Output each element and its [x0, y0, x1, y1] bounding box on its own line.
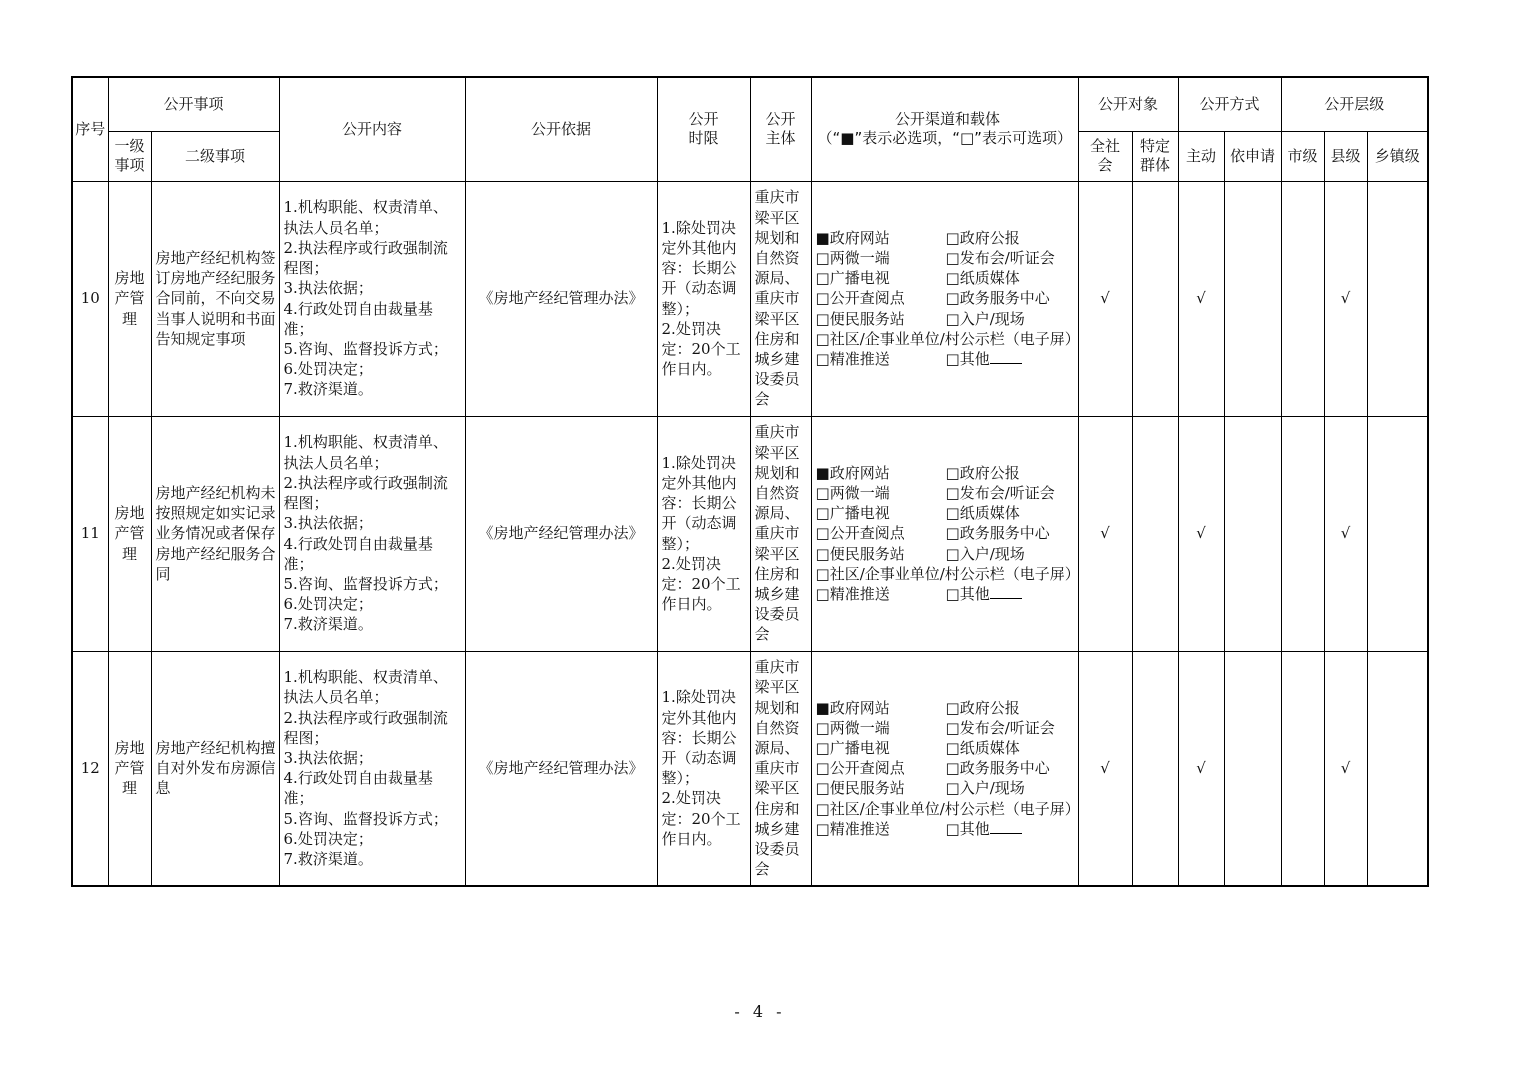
- content-line: 6.处罚决定；: [283, 360, 373, 379]
- header-subject-text: 公开主体: [765, 110, 796, 148]
- channel-option: □纸质媒体: [945, 738, 1020, 757]
- channel-row: [816, 758, 1078, 778]
- content-line: 3.执法依据；: [283, 749, 373, 768]
- channel-option: □公开查阅点: [815, 759, 905, 778]
- channel-option: □政府公报: [945, 228, 1020, 247]
- content-line: 7.救济渠道。: [283, 850, 373, 869]
- row-subject: 重庆市梁平区规划和自然资源局、重庆市梁平区住房和城乡建设委员会: [750, 416, 811, 651]
- header-level-county: 县级: [1324, 131, 1367, 181]
- channel-row: [816, 738, 1078, 758]
- channel-option-wide: □社区/企事业单位/村公示栏（电子屏）: [815, 564, 1080, 583]
- row-specific-mark: [1132, 181, 1178, 416]
- blank-line: [990, 584, 1022, 599]
- content-line: 5.咨询、监督投诉方式；: [283, 339, 448, 358]
- channel-option: □两微一端: [815, 248, 890, 267]
- row-basis: 《房地产经纪管理办法》: [465, 181, 657, 416]
- content-line: 6.处罚决定；: [283, 829, 373, 848]
- channel-row: [816, 309, 1078, 329]
- channel-row: [816, 248, 1078, 268]
- row-town-mark: [1367, 416, 1428, 651]
- row-county-mark: √: [1324, 181, 1367, 416]
- channel-option: □精准推送: [815, 585, 890, 603]
- channel-row: [816, 349, 1078, 369]
- row-level1: 房地产管理: [108, 651, 151, 886]
- row-seq: 10: [72, 181, 108, 416]
- channel-other-label: □其他: [945, 350, 990, 368]
- row-county-mark: √: [1324, 416, 1367, 651]
- page-number: - 4 -: [734, 1002, 786, 1021]
- channel-row: [816, 228, 1078, 248]
- row-content: [279, 181, 465, 416]
- content-line: 3.执法依据；: [283, 514, 373, 533]
- channel-option: □入户/现场: [945, 544, 1025, 563]
- channel-row: [816, 463, 1078, 483]
- header-method: 公开方式: [1178, 77, 1281, 131]
- channel-option-wide: □社区/企事业单位/村公示栏（电子屏）: [815, 799, 1080, 818]
- channel-option: □精准推送: [815, 819, 890, 838]
- table-row: [72, 416, 1428, 651]
- content-line: 5.咨询、监督投诉方式；: [283, 574, 448, 593]
- channel-row: [816, 544, 1078, 564]
- row-specific-mark: [1132, 651, 1178, 886]
- channel-option-other: [946, 584, 1022, 604]
- header-basis: 公开依据: [465, 77, 657, 181]
- content-line: 2.执法程序或行政强制流程图；: [283, 238, 448, 278]
- row-specific-mark: [1132, 416, 1178, 651]
- row-request-mark: [1224, 181, 1281, 416]
- row-deadline: 1.除处罚决定外其他内容：长期公开（动态调整）； 2.处罚决定：20个工作日内。: [657, 181, 750, 416]
- channel-option: □政务服务中心: [945, 289, 1050, 308]
- content-line: 1.机构职能、权责清单、执法人员名单；: [283, 668, 448, 707]
- content-line: 1.机构职能、权责清单、执法人员名单；: [283, 198, 448, 237]
- channel-option: □发布会/听证会: [945, 718, 1055, 737]
- header-item-l1-text: 一级事项: [114, 137, 145, 174]
- channel-option: □政务服务中心: [945, 759, 1050, 778]
- channel-option: □便民服务站: [815, 544, 905, 563]
- channel-option: □纸质媒体: [945, 269, 1020, 288]
- header-audience-all: [1078, 131, 1132, 181]
- channel-option: □公开查阅点: [815, 524, 905, 543]
- row-all-society-mark: √: [1078, 416, 1132, 651]
- channel-row: [816, 268, 1078, 288]
- channel-option: ■政府网站: [815, 228, 890, 247]
- row-channels: [811, 181, 1078, 416]
- row-city-mark: [1281, 181, 1324, 416]
- channel-row: [816, 819, 1078, 839]
- blank-line: [990, 819, 1022, 834]
- channel-option: □入户/现场: [945, 309, 1025, 328]
- row-active-mark: √: [1178, 416, 1224, 651]
- channel-other-label: □其他: [945, 585, 990, 603]
- channel-option: □政府公报: [945, 698, 1020, 717]
- row-city-mark: [1281, 651, 1324, 886]
- row-content: [279, 416, 465, 651]
- row-seq: 12: [72, 651, 108, 886]
- content-line: 7.救济渠道。: [283, 380, 373, 399]
- row-seq: 11: [72, 416, 108, 651]
- row-basis: 《房地产经纪管理办法》: [465, 651, 657, 886]
- header-method-request: 依申请: [1224, 131, 1281, 181]
- channel-option-other: [946, 349, 1022, 369]
- blank-line: [990, 349, 1022, 364]
- row-basis: 《房地产经纪管理办法》: [465, 416, 657, 651]
- header-channel: [811, 77, 1078, 181]
- channel-option: □便民服务站: [815, 779, 905, 798]
- channel-row: [816, 523, 1078, 543]
- content-line: 2.执法程序或行政强制流程图；: [283, 708, 448, 747]
- content-line: 6.处罚决定；: [283, 595, 373, 614]
- content-line: 4.行政处罚自由裁量基准；: [283, 299, 433, 338]
- channel-option: □入户/现场: [945, 779, 1025, 798]
- channel-other-label: □其他: [945, 819, 990, 838]
- row-deadline: 1.除处罚决定外其他内容：长期公开（动态调整）； 2.处罚决定：20个工作日内。: [657, 416, 750, 651]
- content-line: 7.救济渠道。: [283, 615, 373, 634]
- channel-row: [816, 698, 1078, 718]
- header-level-city: 市级: [1281, 131, 1324, 181]
- channel-option: □发布会/听证会: [945, 248, 1055, 267]
- row-subject: 重庆市梁平区规划和自然资源局、重庆市梁平区住房和城乡建设委员会: [750, 181, 811, 416]
- row-subject: 重庆市梁平区规划和自然资源局、重庆市梁平区住房和城乡建设委员会: [750, 651, 811, 886]
- channel-option: □两微一端: [815, 483, 890, 502]
- row-all-society-mark: √: [1078, 181, 1132, 416]
- row-level1: 房地产管理: [108, 181, 151, 416]
- channel-option-other: [946, 819, 1022, 839]
- row-active-mark: √: [1178, 651, 1224, 886]
- header-deadline-text: 公开时限: [688, 110, 719, 148]
- channel-option: ■政府网站: [815, 698, 890, 717]
- channel-option: □便民服务站: [815, 309, 905, 328]
- channel-option: ■政府网站: [815, 463, 890, 482]
- header-audience-all-text: 全社会: [1090, 137, 1121, 174]
- channel-row: [816, 483, 1078, 503]
- header-audience: 公开对象: [1078, 77, 1178, 131]
- channel-row: [816, 584, 1078, 604]
- header-audience-specific: [1132, 131, 1178, 181]
- row-town-mark: [1367, 181, 1428, 416]
- content-line: 4.行政处罚自由裁量基准；: [283, 769, 433, 808]
- content-line: 5.咨询、监督投诉方式；: [283, 809, 448, 828]
- row-channels: [811, 651, 1078, 886]
- row-channels: [811, 416, 1078, 651]
- content-line: 4.行政处罚自由裁量基准；: [283, 534, 433, 573]
- row-level2: 房地产经纪机构未按照规定如实记录业务情况或者保存房地产经纪服务合同: [151, 416, 279, 651]
- header-content: 公开内容: [279, 77, 465, 181]
- channel-option: □广播电视: [815, 504, 890, 523]
- header-channel-title: 公开渠道和载体: [895, 110, 1001, 129]
- header-channel-note: （“■”表示必选项，“□”表示可选项）: [817, 129, 1072, 148]
- content-line: 3.执法依据；: [283, 279, 373, 298]
- row-active-mark: √: [1178, 181, 1224, 416]
- channel-row: [816, 778, 1078, 798]
- header-item-l2: 二级事项: [151, 131, 279, 181]
- channel-option-wide: □社区/企事业单位/村公示栏（电子屏）: [815, 329, 1080, 348]
- table-row: [72, 181, 1428, 416]
- channel-option: □纸质媒体: [945, 504, 1020, 523]
- table-body: [72, 181, 1428, 886]
- header-item-l1: [108, 131, 151, 181]
- channel-option: □广播电视: [815, 738, 890, 757]
- row-city-mark: [1281, 416, 1324, 651]
- header-level-town: 乡镇级: [1367, 131, 1428, 181]
- row-request-mark: [1224, 651, 1281, 886]
- row-all-society-mark: √: [1078, 651, 1132, 886]
- content-line: 1.机构职能、权责清单、执法人员名单；: [283, 433, 448, 472]
- row-level2: 房地产经纪机构擅自对外发布房源信息: [151, 651, 279, 886]
- content-line: 2.执法程序或行政强制流程图；: [283, 473, 448, 513]
- channel-option: □发布会/听证会: [945, 483, 1055, 502]
- header-level: 公开层级: [1281, 77, 1428, 131]
- row-request-mark: [1224, 416, 1281, 651]
- header-method-active: 主动: [1178, 131, 1224, 181]
- header-subject: [750, 77, 811, 181]
- channel-option: □两微一端: [815, 718, 890, 737]
- header-deadline: [657, 77, 750, 181]
- disclosure-table: [71, 76, 1429, 887]
- channel-row: [816, 718, 1078, 738]
- channel-option: □公开查阅点: [815, 289, 905, 308]
- header-item: 公开事项: [108, 77, 279, 131]
- row-deadline: 1.除处罚决定外其他内容：长期公开（动态调整）； 2.处罚决定：20个工作日内。: [657, 651, 750, 886]
- channel-row: [816, 288, 1078, 308]
- header-seq: 序号: [72, 77, 108, 181]
- row-level2: 房地产经纪机构签订房地产经纪服务合同前，不向交易当事人说明和书面告知规定事项: [151, 181, 279, 416]
- table-row: [72, 651, 1428, 886]
- channel-option: □政务服务中心: [945, 524, 1050, 543]
- channel-option: □精准推送: [815, 350, 890, 368]
- channel-row: [816, 503, 1078, 523]
- row-county-mark: √: [1324, 651, 1367, 886]
- channel-option: □广播电视: [815, 269, 890, 288]
- row-level1: 房地产管理: [108, 416, 151, 651]
- row-content: [279, 651, 465, 886]
- row-town-mark: [1367, 651, 1428, 886]
- header-audience-specific-text: 特定群体: [1140, 137, 1171, 174]
- channel-option: □政府公报: [945, 463, 1020, 482]
